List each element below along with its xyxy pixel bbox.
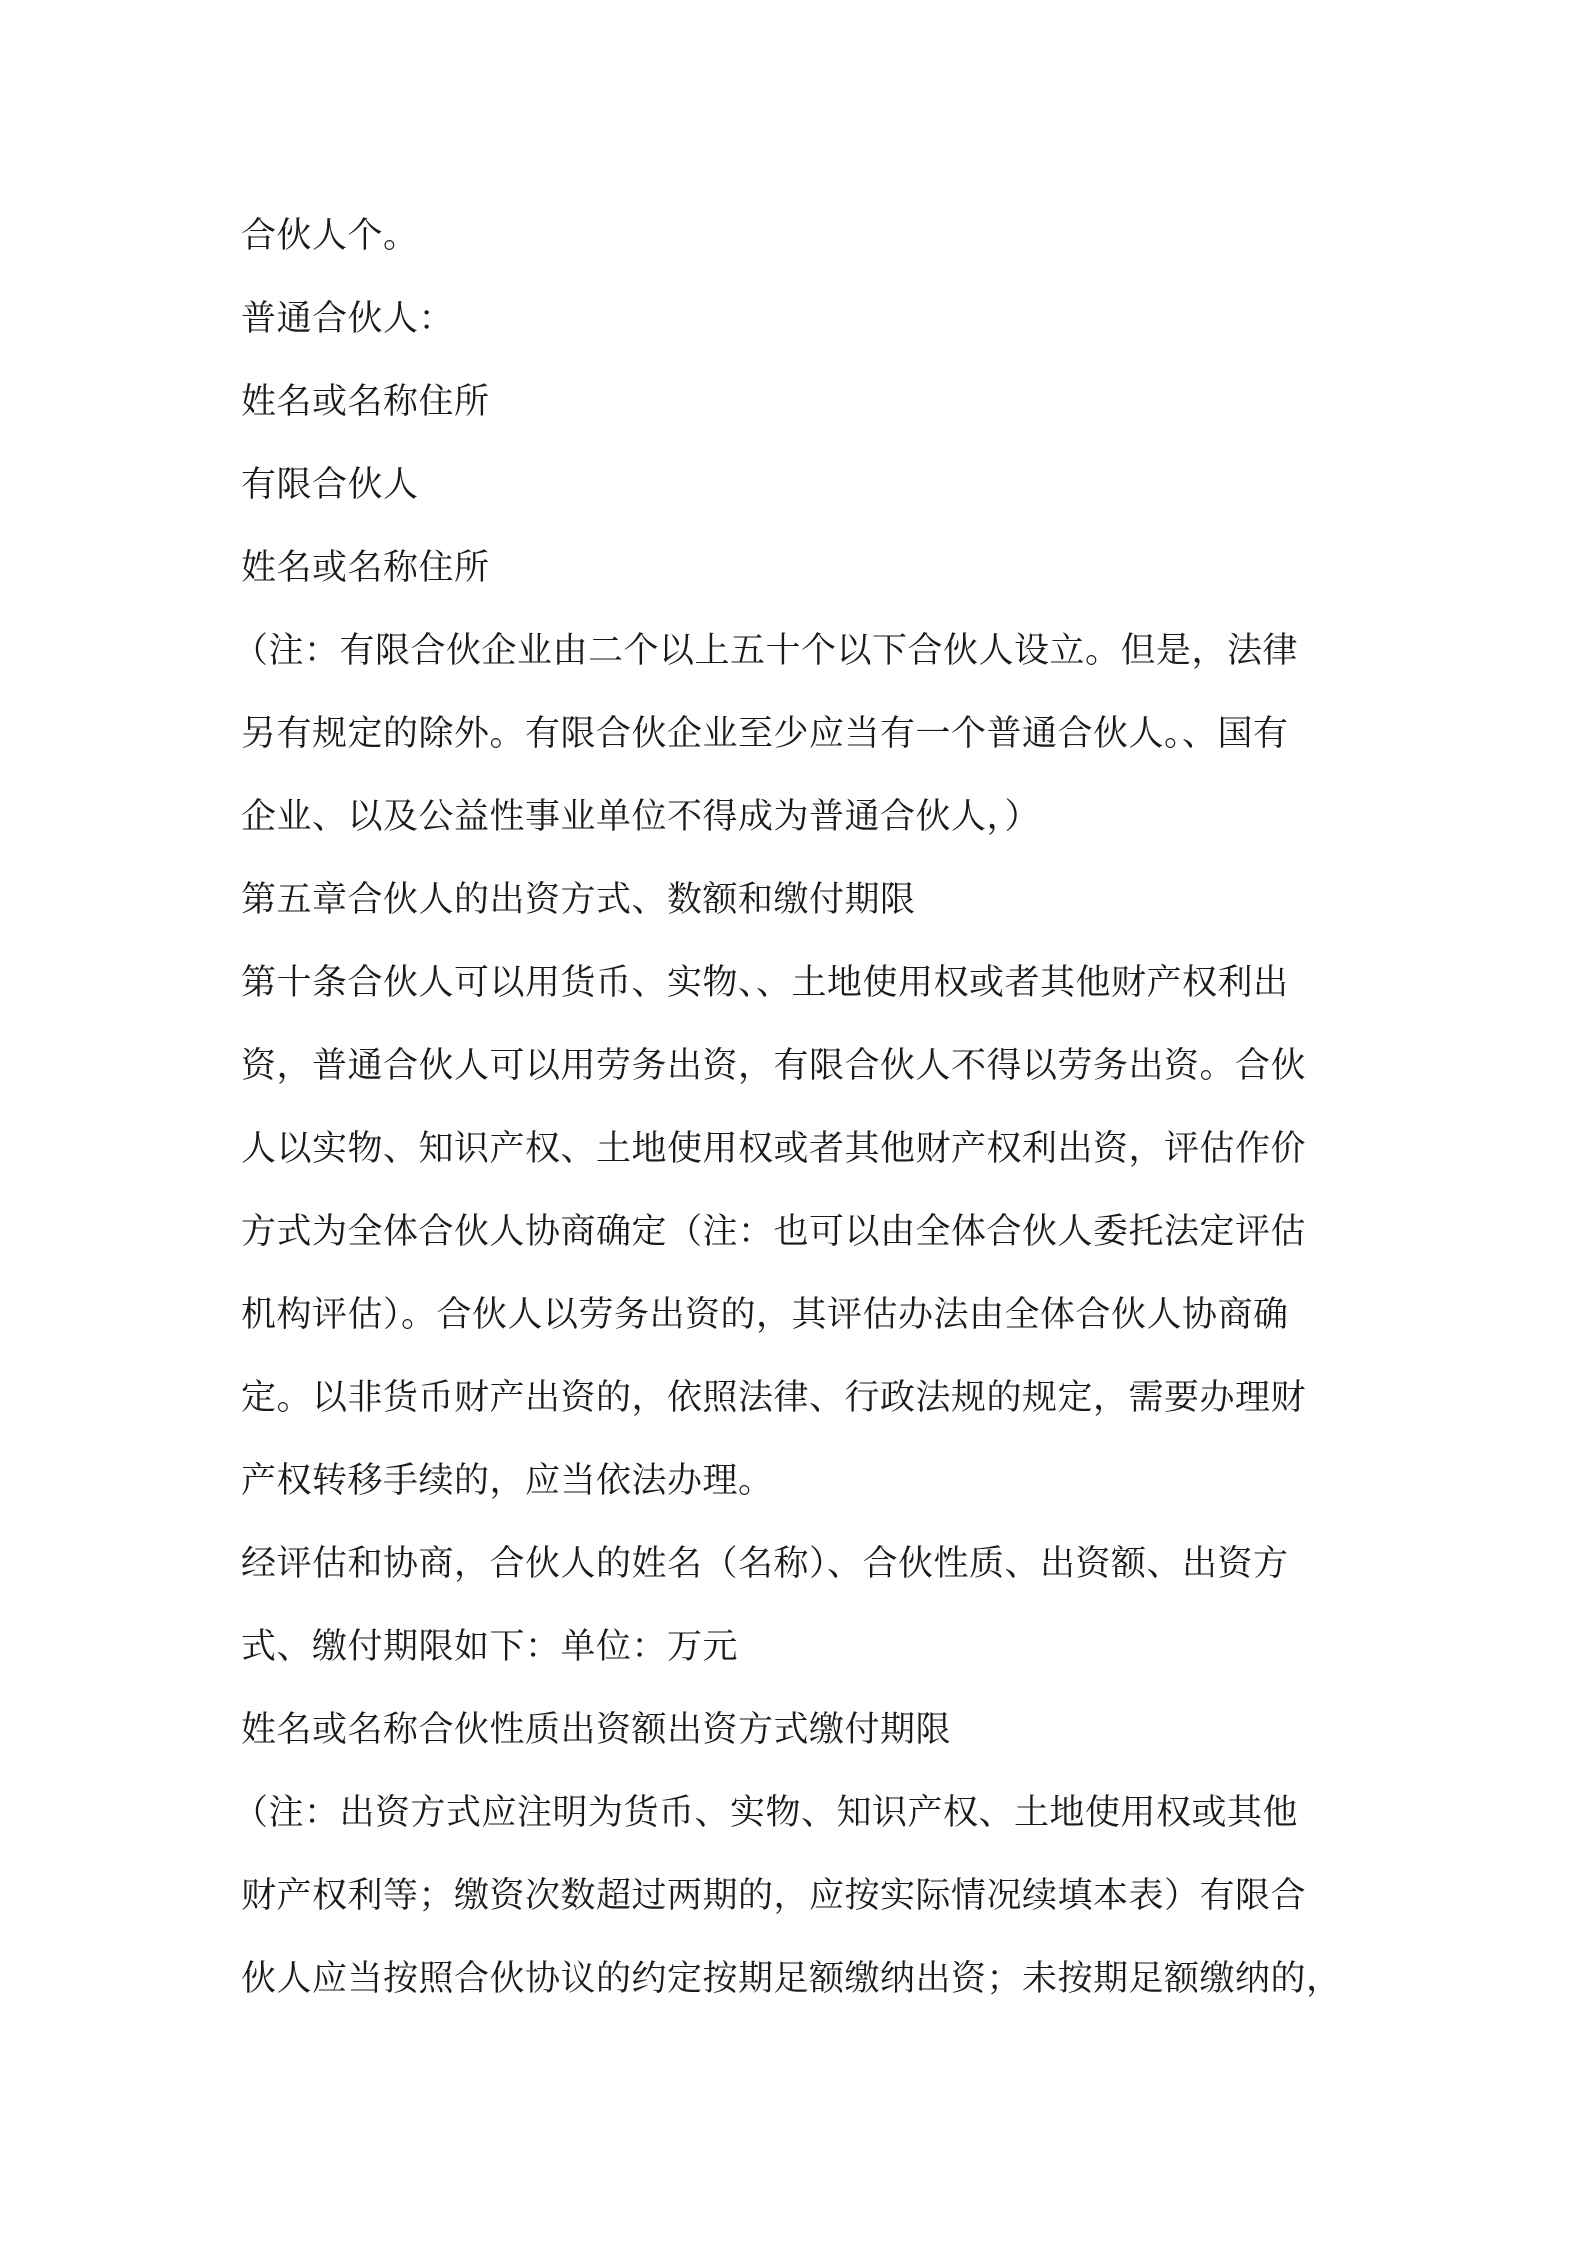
paragraph-contribution-table-header [241, 1689, 1361, 1772]
paragraph-partner-count [241, 195, 1361, 278]
paragraph-limited-partner-heading [241, 444, 1361, 527]
text-line: 经评估和协商，合伙人的姓名（名称）、合伙性质、出资额、出资方 [241, 1544, 1289, 1584]
text-line: 有限合伙人 [241, 465, 419, 505]
text-line: 企业、以及公益性事业单位不得成为普通合伙人，） [241, 797, 1041, 837]
text-line: 另有规定的除外。有限合伙企业至少应当有一个普通合伙人。、国有 [241, 714, 1289, 754]
text-line: 式、缴付期限如下：单位：万元 [241, 1627, 739, 1667]
text-line: 合伙人个。 [241, 216, 419, 256]
text-line: 姓名或名称住所 [241, 548, 490, 588]
text-line: 方式为全体合伙人协商确定（注：也可以由全体合伙人委托法定评估 [241, 1212, 1307, 1252]
paragraph-note-partnership-size [233, 610, 1361, 859]
article-ten [241, 942, 1361, 1523]
paragraph-note-contribution-method [233, 1772, 1361, 2021]
text-line: 产权转移手续的，应当依法办理。 [241, 1461, 774, 1501]
text-line: 第十条合伙人可以用货币、实物、、土地使用权或者其他财产权利出 [241, 963, 1289, 1003]
text-line: 姓名或名称合伙性质出资额出资方式缴付期限 [241, 1710, 952, 1750]
text-line: 普通合伙人： [241, 299, 455, 339]
paragraph-general-partner-fields [241, 361, 1361, 444]
chapter-five-heading [241, 859, 1361, 942]
text-line: 姓名或名称住所 [241, 382, 490, 422]
text-line: （注：有限合伙企业由二个以上五十个以下合伙人设立。但是，法律 [233, 631, 1299, 671]
text-line: 资，普通合伙人可以用劳务出资，有限合伙人不得以劳务出资。合伙 [241, 1046, 1307, 1086]
paragraph-contribution-intro [241, 1523, 1361, 1689]
text-line: 人以实物、知识产权、土地使用权或者其他财产权利出资，评估作价 [241, 1129, 1307, 1169]
document-body [233, 195, 1361, 2021]
paragraph-limited-partner-fields [241, 527, 1361, 610]
text-line: 机构评估）。合伙人以劳务出资的，其评估办法由全体合伙人协商确 [241, 1295, 1289, 1335]
text-line: 伙人应当按照合伙协议的约定按期足额缴纳出资；未按期足额缴纳的， [241, 1959, 1342, 1999]
text-line: （注：出资方式应注明为货币、实物、知识产权、土地使用权或其他 [233, 1793, 1299, 1833]
text-line: 第五章合伙人的出资方式、数额和缴付期限 [241, 880, 916, 920]
text-line: 定。以非货币财产出资的，依照法律、行政法规的规定，需要办理财 [241, 1378, 1307, 1418]
text-line: 财产权利等；缴资次数超过两期的，应按实际情况续填本表）有限合 [241, 1876, 1307, 1916]
paragraph-general-partner-heading [241, 278, 1361, 361]
